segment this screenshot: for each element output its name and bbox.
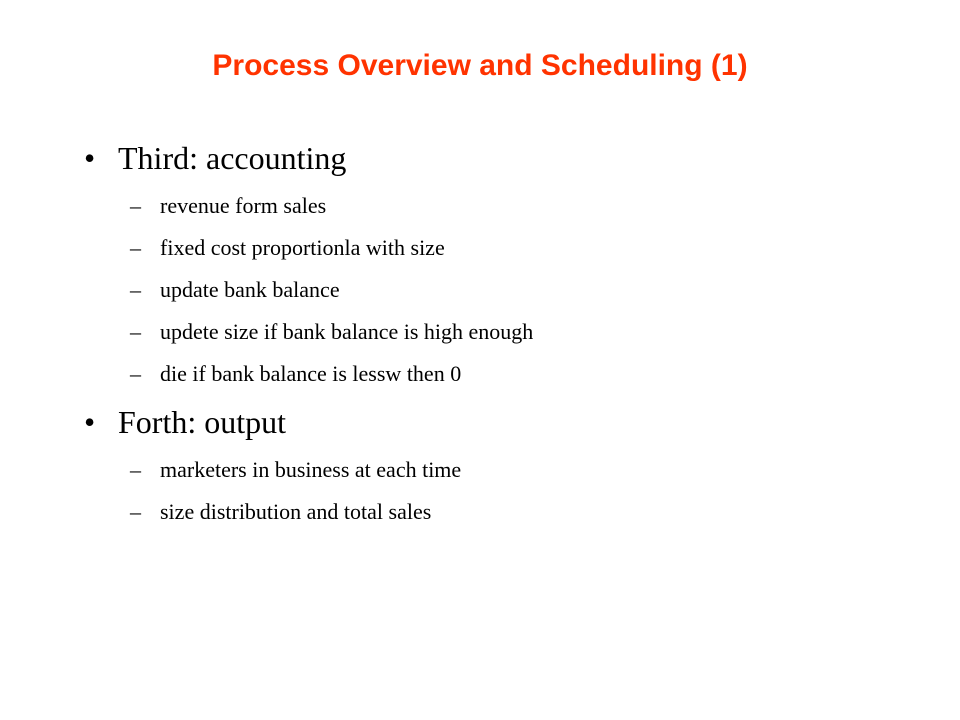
bullet-text: Third: accounting: [118, 140, 347, 176]
sub-text: fixed cost proportionla with size: [160, 235, 445, 260]
bullet-item: [84, 138, 346, 178]
sub-text: updete size if bank balance is high enough: [160, 319, 534, 344]
sub-marker: –: [130, 277, 141, 302]
sub-item: [130, 318, 533, 346]
sub-item: [130, 498, 431, 526]
sub-item: [130, 360, 461, 388]
bullet-marker: •: [84, 140, 96, 176]
sub-marker: –: [130, 193, 141, 218]
sub-item: [130, 456, 461, 484]
bullet-item: [84, 402, 286, 442]
sub-marker: –: [130, 319, 141, 344]
bullet-marker: •: [84, 404, 96, 440]
sub-item: [130, 276, 340, 304]
slide-title: Process Overview and Scheduling (1): [212, 49, 748, 82]
sub-text: die if bank balance is lessw then 0: [160, 361, 462, 386]
sub-text: size distribution and total sales: [160, 499, 432, 524]
sub-marker: –: [130, 235, 141, 260]
sub-text: update bank balance: [160, 277, 340, 302]
sub-marker: –: [130, 361, 141, 386]
bullet-text: Forth: output: [118, 404, 287, 440]
sub-text: revenue form sales: [160, 193, 327, 218]
sub-marker: –: [130, 499, 141, 524]
sub-text: marketers in business at each time: [160, 457, 462, 482]
sub-item: [130, 192, 326, 220]
sub-marker: –: [130, 457, 141, 482]
sub-item: [130, 234, 445, 262]
